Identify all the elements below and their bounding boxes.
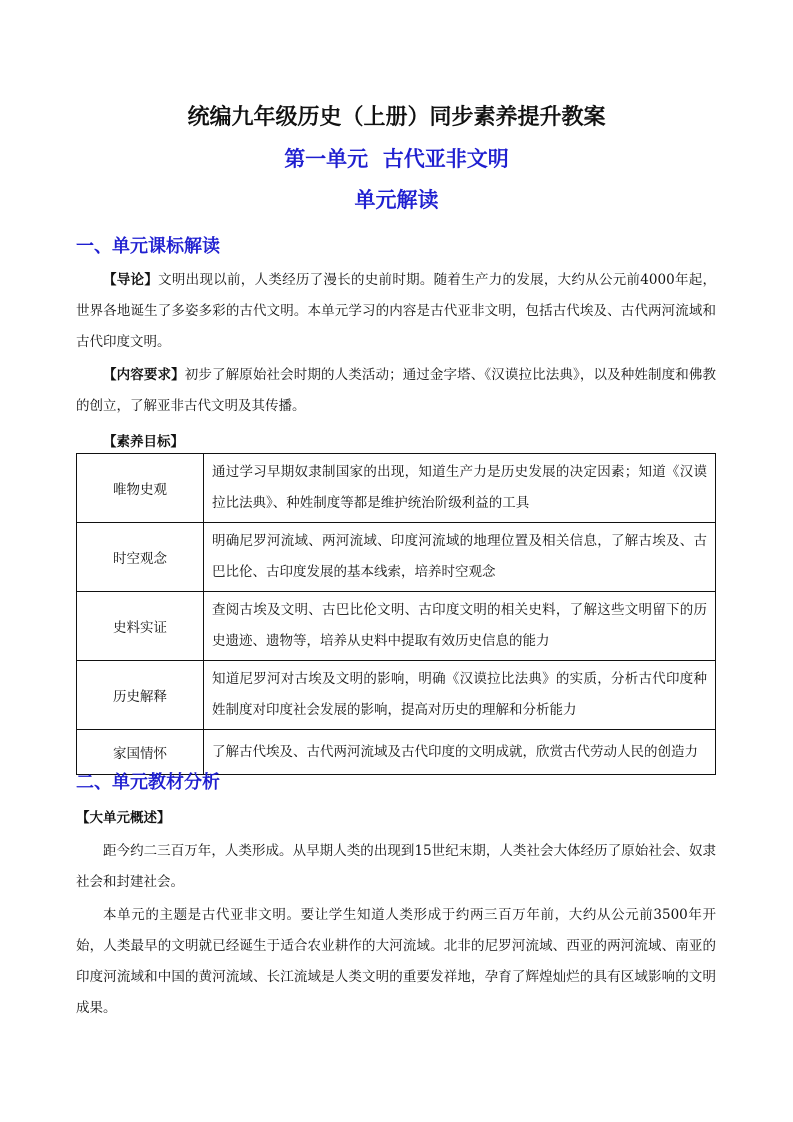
requirements-label: 【内容要求】 [103,367,185,383]
goal-name: 唯物史观 [77,454,204,523]
overview-paragraph-2: 本单元的主题是古代亚非文明。要让学生知道人类形成于约两三百万年前，大约从公元前3500年开始，人类最早的文明就已经诞生于适合农业耕作的大河流域。北非的尼罗河流域、西亚的两河流域、南亚的印度河流域和中国的黄河流域、长江流域是人类文明的重要发祥地，孕育了辉煌灿烂的具有区域影响的文明成果。 [76,907,716,1016]
overview-label: 【大单元概述】 [76,810,171,826]
goal-description: 通过学习早期奴隶制国家的出现，知道生产力是历史发展的决定因素；知道《汉谟拉比法典》、种姓制度等都是维护统治阶级利益的工具 [204,454,716,523]
intro-text: 文明出现以前，人类经历了漫长的史前时期。随着生产力的发展，大约从公元前4000年起，世界各地诞生了多姿多彩的古代文明。本单元学习的内容是古代亚非文明，包括古代埃及、古代两河流域和古代印度文明。 [76,272,716,350]
goal-description: 了解古代埃及、古代两河流域及古代印度的文明成就，欣赏古代劳动人民的创造力 [204,730,716,775]
heading-curriculum: 一、单元课标解读 [76,236,220,257]
overview-paragraph-1: 距今约二三百万年，人类形成。从早期人类的出现到15世纪末期，人类社会大体经历了原始社会、奴隶社会和封建社会。 [76,843,716,890]
table-row [77,454,716,523]
heading-textbook-analysis: 二、单元教材分析 [76,772,220,793]
intro-paragraph [76,265,716,358]
goal-description: 查阅古埃及文明、古巴比伦文明、古印度文明的相关史料，了解这些文明留下的历史遗迹、遗物等，培养从史料中提取有效历史信息的能力 [204,592,716,661]
requirements-text: 初步了解原始社会时期的人类活动；通过金字塔、《汉谟拉比法典》，以及种姓制度和佛教的创立，了解亚非古代文明及其传播。 [76,367,716,414]
unit-title: 第一单元 古代亚非文明 [284,147,509,171]
goal-name: 历史解释 [77,661,204,730]
goal-description: 明确尼罗河流域、两河流域、印度河流域的地理位置及相关信息，了解古埃及、古巴比伦、古印度发展的基本线索，培养时空观念 [204,523,716,592]
table-row [77,592,716,661]
goals-table [76,453,716,775]
table-row [77,661,716,730]
goal-name: 家国情怀 [77,730,204,775]
section-title: 单元解读 [354,188,439,212]
intro-label: 【导论】 [103,272,159,288]
goal-name: 时空观念 [77,523,204,592]
goals-label: 【素养目标】 [103,434,184,450]
document-title: 统编九年级历史（上册）同步素养提升教案 [187,105,606,130]
goal-description: 知道尼罗河对古埃及文明的影响，明确《汉谟拉比法典》的实质，分析古代印度种姓制度对印度社会发展的影响，提高对历史的理解和分析能力 [204,661,716,730]
table-row [77,523,716,592]
goal-name: 史料实证 [77,592,204,661]
requirements-paragraph [76,360,716,422]
